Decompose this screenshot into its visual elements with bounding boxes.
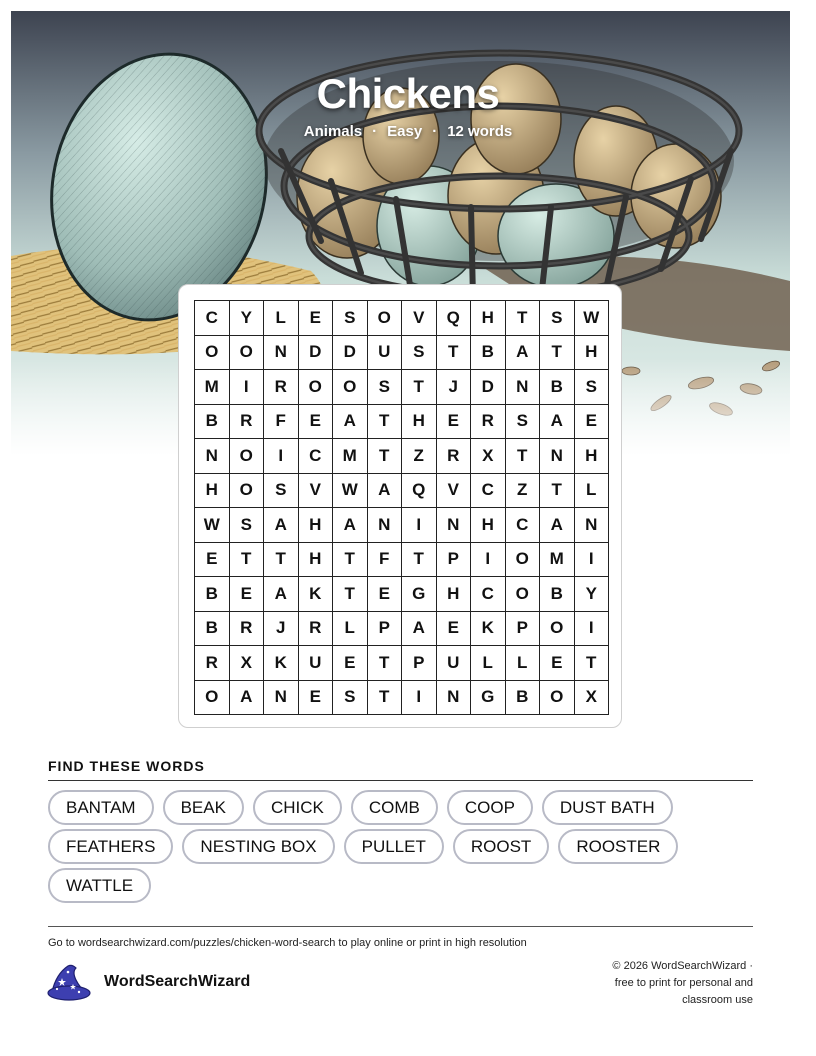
grid-cell[interactable]: W [195, 508, 230, 543]
grid-cell[interactable]: N [506, 370, 541, 405]
grid-cell[interactable]: A [540, 508, 575, 543]
grid-cell[interactable]: Z [402, 439, 437, 474]
grid-cell[interactable]: I [264, 439, 299, 474]
grid-cell[interactable]: O [506, 543, 541, 578]
grid-cell[interactable]: E [333, 646, 368, 681]
grid-cell[interactable]: D [471, 370, 506, 405]
grid-cell[interactable]: T [402, 370, 437, 405]
puzzle-meta [0, 123, 816, 140]
grid-cell[interactable]: B [195, 577, 230, 612]
category-label: Animals [303, 123, 363, 140]
grid-cell[interactable]: K [471, 612, 506, 647]
divider [48, 780, 753, 781]
word-list-heading: FIND THESE WORDS [48, 758, 205, 774]
grid-cell[interactable]: A [333, 508, 368, 543]
grid-cell[interactable]: B [540, 577, 575, 612]
copyright [553, 958, 753, 1009]
grid-cell[interactable]: V [402, 301, 437, 336]
grid-cell[interactable]: O [333, 370, 368, 405]
grid-cell[interactable]: P [402, 646, 437, 681]
grid-cell[interactable]: R [195, 646, 230, 681]
grid-cell[interactable]: L [333, 612, 368, 647]
word-list [48, 790, 753, 903]
grid-cell[interactable]: R [299, 612, 334, 647]
grid-cell[interactable]: T [540, 336, 575, 371]
grid-cell[interactable]: T [368, 646, 403, 681]
grid-cell[interactable]: T [333, 577, 368, 612]
grid-cell[interactable]: E [575, 405, 610, 440]
grid-cell[interactable]: E [299, 301, 334, 336]
grid-cell[interactable]: R [230, 612, 265, 647]
grid-cell[interactable]: N [195, 439, 230, 474]
word-pill: ROOSTER [558, 829, 678, 864]
grid-cell[interactable]: B [195, 405, 230, 440]
wizard-hat-icon [46, 962, 92, 1002]
grid-cell[interactable]: P [368, 612, 403, 647]
grid-cell[interactable]: S [368, 370, 403, 405]
grid-cell[interactable]: S [575, 370, 610, 405]
grid-cell[interactable]: U [299, 646, 334, 681]
grid-cell[interactable]: A [402, 612, 437, 647]
difficulty-label: Easy [387, 123, 423, 140]
grid-cell[interactable]: O [540, 612, 575, 647]
grid-cell[interactable]: Q [437, 301, 472, 336]
grid-cell[interactable]: W [333, 474, 368, 509]
grid-cell[interactable]: I [471, 543, 506, 578]
grid-cell[interactable]: S [333, 681, 368, 716]
copyright-line: classroom use [682, 994, 753, 1006]
grid-cell[interactable]: X [471, 439, 506, 474]
grid-cell[interactable]: T [230, 543, 265, 578]
grid-cell[interactable]: G [471, 681, 506, 716]
grid-cell[interactable]: G [402, 577, 437, 612]
grid-cell[interactable]: T [368, 681, 403, 716]
grid-cell[interactable]: N [264, 681, 299, 716]
grid-cell[interactable]: E [299, 681, 334, 716]
grid-cell[interactable]: N [540, 439, 575, 474]
grid-cell[interactable]: A [540, 405, 575, 440]
grid-cell[interactable]: T [506, 439, 541, 474]
print-note: Go to wordsearchwizard.com/puzzles/chicken-word-search to play online or print in high resolution [48, 937, 527, 949]
word-pill: BANTAM [48, 790, 154, 825]
grid-cell[interactable]: H [195, 474, 230, 509]
grid-cell[interactable]: U [437, 646, 472, 681]
grid-cell[interactable]: E [437, 405, 472, 440]
word-pill: COMB [351, 790, 438, 825]
grid-cell[interactable]: T [506, 301, 541, 336]
grid-cell[interactable]: Q [402, 474, 437, 509]
grid-cell[interactable]: C [299, 439, 334, 474]
grid-cell[interactable]: M [540, 543, 575, 578]
grid-cell[interactable]: L [264, 301, 299, 336]
grid-cell[interactable]: P [506, 612, 541, 647]
copyright-line: © 2026 WordSearchWizard · [612, 960, 753, 972]
grid-cell[interactable]: I [402, 508, 437, 543]
grid-cell[interactable]: S [402, 336, 437, 371]
word-count-label: 12 words [447, 123, 513, 140]
grid-cell[interactable]: V [299, 474, 334, 509]
grid-cell[interactable]: H [299, 508, 334, 543]
grid-cell[interactable]: H [471, 508, 506, 543]
word-pill: ROOST [453, 829, 549, 864]
grid-cell[interactable]: C [471, 577, 506, 612]
grid-cell[interactable]: T [368, 439, 403, 474]
grid-cell[interactable]: N [368, 508, 403, 543]
grid-cell[interactable]: T [333, 543, 368, 578]
copyright-line: free to print for personal and [614, 977, 753, 989]
grid-cell[interactable]: J [437, 370, 472, 405]
grid-cell[interactable]: R [471, 405, 506, 440]
grid-cell[interactable]: T [368, 405, 403, 440]
grid-cell[interactable]: O [540, 681, 575, 716]
grid-cell[interactable]: Y [230, 301, 265, 336]
grid-cell[interactable]: E [299, 405, 334, 440]
grid-cell[interactable]: H [575, 336, 610, 371]
grid-cell[interactable]: T [575, 646, 610, 681]
brand[interactable] [46, 962, 250, 1002]
grid-cell[interactable]: N [437, 681, 472, 716]
grid-cell[interactable]: O [230, 336, 265, 371]
grid-cell[interactable]: Z [506, 474, 541, 509]
grid-cell[interactable]: I [230, 370, 265, 405]
word-pill: FEATHERS [48, 829, 173, 864]
grid-cell[interactable]: K [264, 646, 299, 681]
grid-cell[interactable]: O [506, 577, 541, 612]
grid-cell[interactable]: H [402, 405, 437, 440]
grid-cell[interactable]: T [540, 474, 575, 509]
grid-cell[interactable]: R [264, 370, 299, 405]
grid-cell[interactable]: O [368, 301, 403, 336]
grid-cell[interactable]: E [437, 612, 472, 647]
grid-cell[interactable]: L [506, 646, 541, 681]
grid-cell[interactable]: S [230, 508, 265, 543]
grid-cell[interactable]: H [575, 439, 610, 474]
grid-cell[interactable]: A [264, 577, 299, 612]
grid-cell[interactable]: R [230, 405, 265, 440]
grid-cell[interactable]: E [230, 577, 265, 612]
grid-cell[interactable]: F [368, 543, 403, 578]
grid-cell[interactable]: A [368, 474, 403, 509]
divider [48, 926, 753, 927]
grid-cell[interactable]: N [264, 336, 299, 371]
grid-cell[interactable]: H [299, 543, 334, 578]
grid-cell[interactable]: U [368, 336, 403, 371]
meta-separator: · [432, 123, 438, 140]
word-pill: PULLET [344, 829, 444, 864]
grid-cell[interactable]: A [264, 508, 299, 543]
grid-cell[interactable]: Y [575, 577, 610, 612]
grid-cell[interactable]: L [575, 474, 610, 509]
grid-cell[interactable]: N [575, 508, 610, 543]
grid-cell[interactable]: M [195, 370, 230, 405]
grid-cell[interactable]: M [333, 439, 368, 474]
grid-cell[interactable]: A [333, 405, 368, 440]
grid-cell[interactable]: C [195, 301, 230, 336]
grid-cell[interactable]: S [333, 301, 368, 336]
grid-cell[interactable]: O [230, 474, 265, 509]
word-pill: COOP [447, 790, 533, 825]
grid-cell[interactable]: C [506, 508, 541, 543]
grid-cell[interactable]: A [506, 336, 541, 371]
grid-cell[interactable]: B [471, 336, 506, 371]
grid-cell[interactable]: F [264, 405, 299, 440]
grid-cell[interactable]: N [437, 508, 472, 543]
grid-cell[interactable]: D [299, 336, 334, 371]
grid-cell[interactable]: B [506, 681, 541, 716]
grid-cell[interactable]: W [575, 301, 610, 336]
grid-cell[interactable]: C [471, 474, 506, 509]
puzzle-card [178, 284, 622, 728]
grid-cell[interactable]: O [195, 681, 230, 716]
grid-cell[interactable]: T [437, 336, 472, 371]
grid-cell[interactable]: P [437, 543, 472, 578]
grid-cell[interactable]: H [437, 577, 472, 612]
meta-separator: · [372, 123, 378, 140]
letter-grid[interactable] [194, 300, 609, 715]
grid-cell[interactable]: T [264, 543, 299, 578]
grid-cell[interactable]: H [471, 301, 506, 336]
word-pill: NESTING BOX [182, 829, 334, 864]
word-pill: DUST BATH [542, 790, 673, 825]
grid-cell[interactable]: E [368, 577, 403, 612]
grid-cell[interactable]: K [299, 577, 334, 612]
puzzle-title: Chickens [316, 70, 500, 117]
grid-cell[interactable]: S [506, 405, 541, 440]
brand-name: WordSearchWizard [104, 973, 251, 990]
grid-cell[interactable]: V [437, 474, 472, 509]
grid-cell[interactable]: D [333, 336, 368, 371]
grid-cell[interactable]: J [264, 612, 299, 647]
grid-cell[interactable]: T [402, 543, 437, 578]
grid-cell[interactable]: E [540, 646, 575, 681]
word-pill: WATTLE [48, 868, 151, 903]
word-pill: BEAK [163, 790, 244, 825]
grid-cell[interactable]: B [195, 612, 230, 647]
grid-cell[interactable]: L [471, 646, 506, 681]
grid-cell[interactable]: R [437, 439, 472, 474]
grid-cell[interactable]: S [264, 474, 299, 509]
grid-cell[interactable]: O [195, 336, 230, 371]
grid-cell[interactable]: B [540, 370, 575, 405]
grid-cell[interactable]: X [230, 646, 265, 681]
grid-cell[interactable]: A [230, 681, 265, 716]
grid-cell[interactable]: O [299, 370, 334, 405]
grid-cell[interactable]: S [540, 301, 575, 336]
grid-cell[interactable]: X [575, 681, 610, 716]
grid-cell[interactable]: E [195, 543, 230, 578]
grid-cell[interactable]: O [230, 439, 265, 474]
grid-cell[interactable]: I [575, 612, 610, 647]
grid-cell[interactable]: I [575, 543, 610, 578]
word-pill: CHICK [253, 790, 342, 825]
grid-cell[interactable]: I [402, 681, 437, 716]
